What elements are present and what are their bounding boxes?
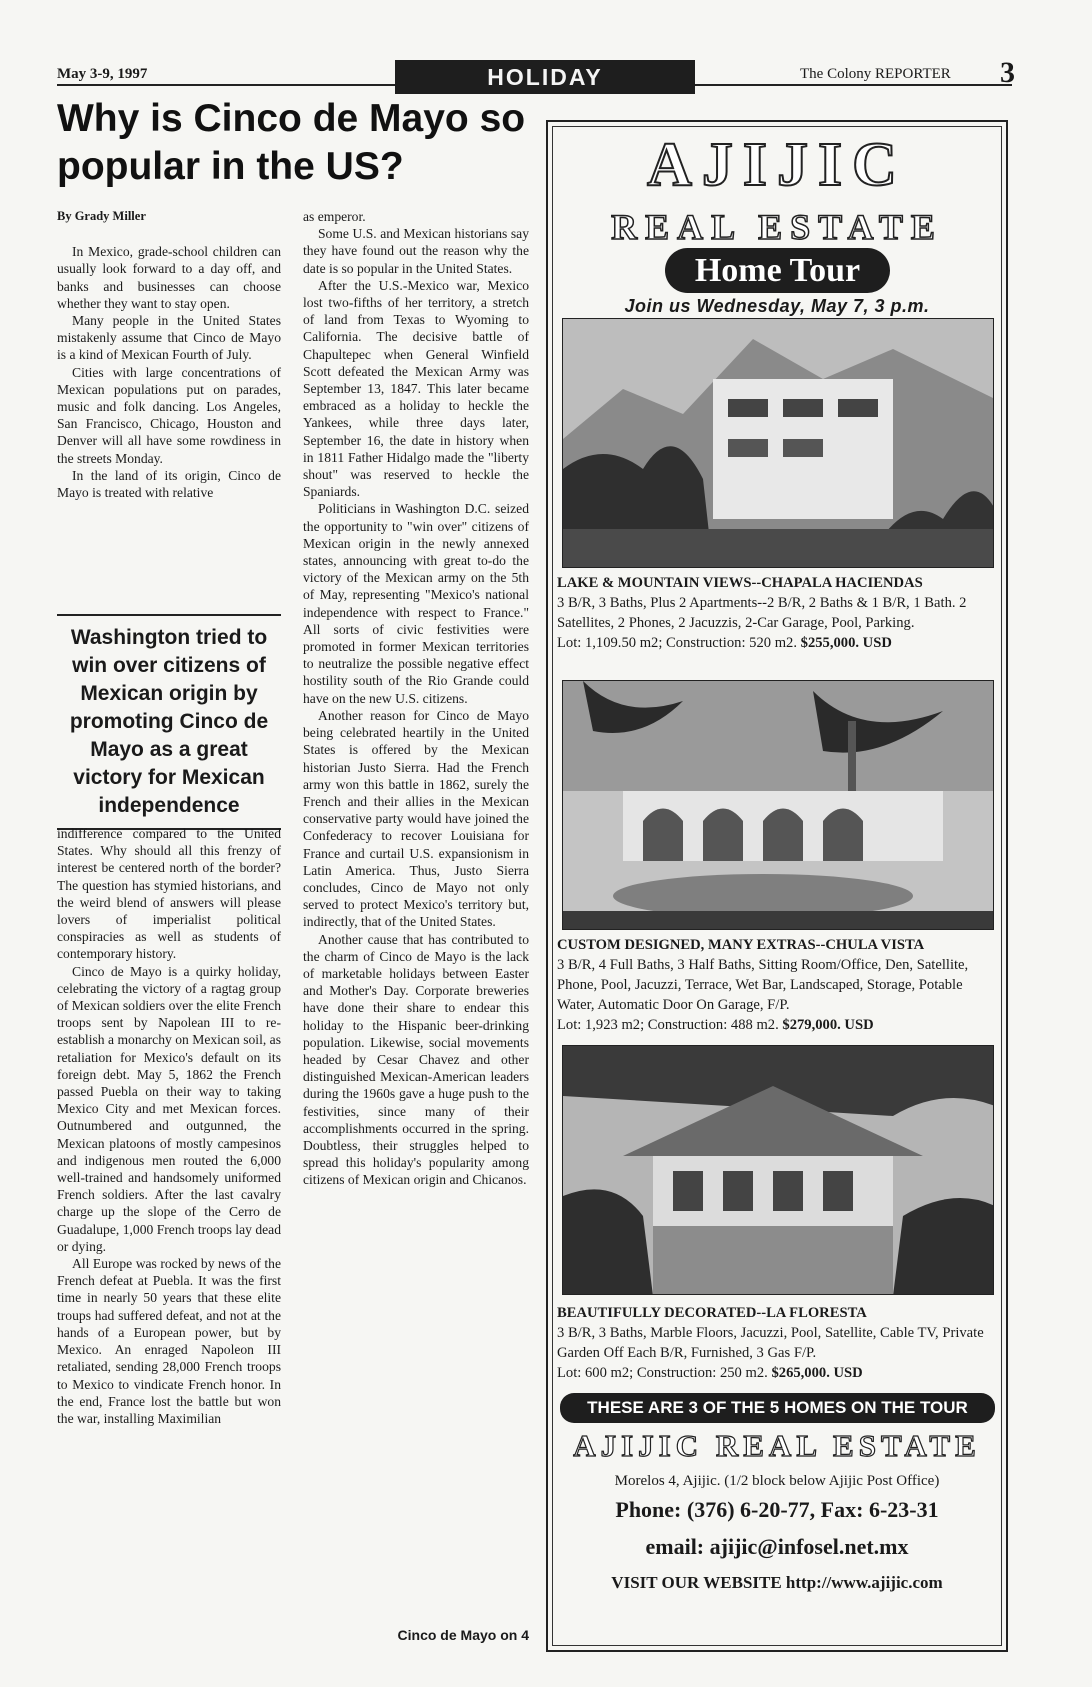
article-column-1 [57, 208, 281, 501]
listing-headline: BEAUTIFULLY DECORATED--LA FLORESTA [557, 1305, 867, 1321]
listing-lot: Lot: 600 m2; Construction: 250 m2. [557, 1365, 768, 1381]
article-headline: Why is Cinco de Mayo so popular in the US? [57, 97, 526, 188]
paragraph: Some U.S. and Mexican historians say they have found out the reason why the date is so popular in the United States. [303, 226, 529, 276]
listing-2 [557, 935, 997, 1035]
listing-3 [557, 1303, 997, 1383]
ad-brand-footer: AJIJIC REAL ESTATE [573, 1428, 981, 1463]
listing-1 [557, 573, 997, 653]
paragraph: In the land of its origin, Cinco de Mayo is treated with relative [57, 467, 281, 501]
paragraph: Cities with large concentrations of Mexican populations put on parades, music and folk dancing. Los Angeles, San Francisco, Chicago, Houston and Denver will all have some rowdiness in the streets Monday. [57, 364, 281, 466]
listing-details: 3 B/R, 4 Full Baths, 3 Half Baths, Sitting Room/Office, Den, Satellite, Phone, Pool, Jacuzzi, Terrace, Wet Bar, Landscaped, Storage, Potable Water, Automatic Door On Garage, F/P. [557, 957, 969, 1013]
paragraph: Another cause that has contributed to the charm of Cinco de Mayo is the lack of marketable holidays between Easter and Mother's Day. Corporate breweries have done their share to endear this holiday to the Hispanic beer-drinking population. Likewise, social movements headed by Cesar Chavez and other distinguished Mexican-American leaders during the 1960s gave a huge push to the festivities, since many of their accomplishments occurred in the spring. Doubtless, their struggles helped to spread this holiday's popularity among citizens of Mexican origin and Chicanos. [303, 931, 529, 1188]
ad-address: Morelos 4, Ajijic. (1/2 block below Ajijic Post Office) [614, 1473, 940, 1489]
listing-lot: Lot: 1,923 m2; Construction: 488 m2. [557, 1017, 779, 1033]
home-tour-badge: Home Tour [665, 248, 890, 293]
paragraph: All Europe was rocked by news of the French defeat at Puebla. It was the first time in nearly 50 years that these elite troups had suffered defeat, and not at the hands of a European power, but by Mexico. An enraged Napoleon III retaliated, sending 28,000 French troops to Mexico to vindicate French honor. In the end, France lost the battle but won the war, installing Maximilian [57, 1256, 281, 1426]
ad-brand-subtitle: REAL ESTATE [611, 207, 943, 247]
house-photo-1 [562, 318, 994, 568]
tour-date-line: Join us Wednesday, May 7, 3 p.m. [624, 296, 930, 316]
ad-email: email: ajijic@infosel.net.mx [645, 1534, 909, 1559]
pull-quote: Washington tried to win over citizens of Mexican origin by promoting Cinco de Mayo as a great victory for Mexican independence [57, 614, 281, 830]
listing-lot: Lot: 1,109.50 m2; Construction: 520 m2. [557, 635, 797, 651]
page-number: 3 [1000, 56, 1015, 89]
paragraph: Cinco de Mayo is a quirky holiday, celebrating the victory of a ragtag group of Mexican soldiers over the elite French troops sent by Napolean III to re-establish a monarchy on Mexican soil, as retaliation for Mexico's default on its foreign debt. May 5, 1862 the French passed Puebla on their way to taking Mexico City and met Mexican forces. Outnumbered and outgunned, the Mexican platoons of mostly campesinos and indigenous men routed the 6,000 well-trained and handsomely uniformed French soldiers. After the last cavalry charge up the slope of the Cerro de Guadalupe, 1,000 French troops lay dead or dying. [57, 963, 281, 1254]
issue-date: May 3-9, 1997 [57, 66, 148, 82]
section-label: HOLIDAY [395, 60, 695, 94]
paragraph: Another reason for Cinco de Mayo being celebrated heartily in the United States is offered by the Mexican historian Justo Sierra. Had the French army won this battle in 1862, surely the French and their allies in the Mexican conservative party would have joined the Confederacy to recover Louisiana for France and curtail U.S. expansionism in Latin America. Thus, Justo Sierra concludes, Cinco de Mayo not only served to protect Mexico's territory but, indirectly, that of the United States. [303, 707, 529, 930]
house-photo-3 [562, 1045, 994, 1295]
ad-website: VISIT OUR WEBSITE http://www.ajijic.com [611, 1573, 943, 1592]
listing-price: $279,000. USD [782, 1017, 874, 1033]
jump-line: Cinco de Mayo on 4 [397, 1627, 529, 1643]
listing-headline: LAKE & MOUNTAIN VIEWS--CHAPALA HACIENDAS [557, 575, 923, 591]
paragraph: In Mexico, grade-school children can usually look forward to a day off, and banks and businesses can choose whether they want to stay open. [57, 244, 281, 311]
paper-name: The Colony REPORTER [800, 66, 951, 82]
house-photo-2 [562, 680, 994, 930]
tour-banner: THESE ARE 3 OF THE 5 HOMES ON THE TOUR [560, 1393, 995, 1423]
article-column-2 [303, 208, 529, 1189]
paragraph: Many people in the United States mistakenly assume that Cinco de Mayo is a kind of Mexican Fourth of July. [57, 313, 281, 363]
ad-phone: Phone: (376) 6-20-77, Fax: 6-23-31 [615, 1497, 939, 1522]
ad-brand: AJIJIC [647, 131, 907, 199]
listing-headline: CUSTOM DESIGNED, MANY EXTRAS--CHULA VISTA [557, 937, 925, 953]
paragraph: After the U.S.-Mexico war, Mexico lost two-fifths of her territory, a stretch of land from Texas to Wyoming to California. The decisive battle of Chapultepec when General Winfield Scott defeated the Mexican Army was September 13, 1847. This later became embraced as a holiday to heckle the Yankees, while three days later, September 16, the date in history when in 1811 Father Hidalgo made the "liberty shout" was reserved to heckle the Spaniards. [303, 277, 529, 500]
paragraph: indifference compared to the United States. Why should all this frenzy of interest be centered north of the border? The question has stymied historians, and the weird blend of answers will please lovers of imperialist political conspiracies as well as students of contemporary history. [57, 826, 281, 962]
listing-price: $255,000. USD [800, 635, 892, 651]
article-column-1-continued [57, 825, 281, 1427]
paragraph: Politicians in Washington D.C. seized the opportunity to "win over" citizens of Mexican origin in the newly annexed states, announcing with great to-do the victory of the Mexican army on the 5th of May, representing "Mexico's national independence with respect to France." All sorts of civic festivities were promoted in former Mexican territories to neutralize the possible negative effect hostility south of the Rio Grande could have on the new U.S. citizens. [303, 501, 529, 706]
paragraph: as emperor. [303, 209, 366, 224]
listing-details: 3 B/R, 3 Baths, Marble Floors, Jacuzzi, Pool, Satellite, Cable TV, Private Garden Off Each B/R, Furnished, 3 Gas F/P. [557, 1325, 984, 1361]
listing-details: 3 B/R, 3 Baths, Plus 2 Apartments--2 B/R, 2 Baths & 1 B/R, 1 Bath. 2 Satellites, 2 Phones, 2 Jacuzzis, 2-Car Garage, Pool, Parking. [557, 595, 967, 631]
byline: By Grady Miller [57, 209, 146, 223]
listing-price: $265,000. USD [771, 1365, 863, 1381]
